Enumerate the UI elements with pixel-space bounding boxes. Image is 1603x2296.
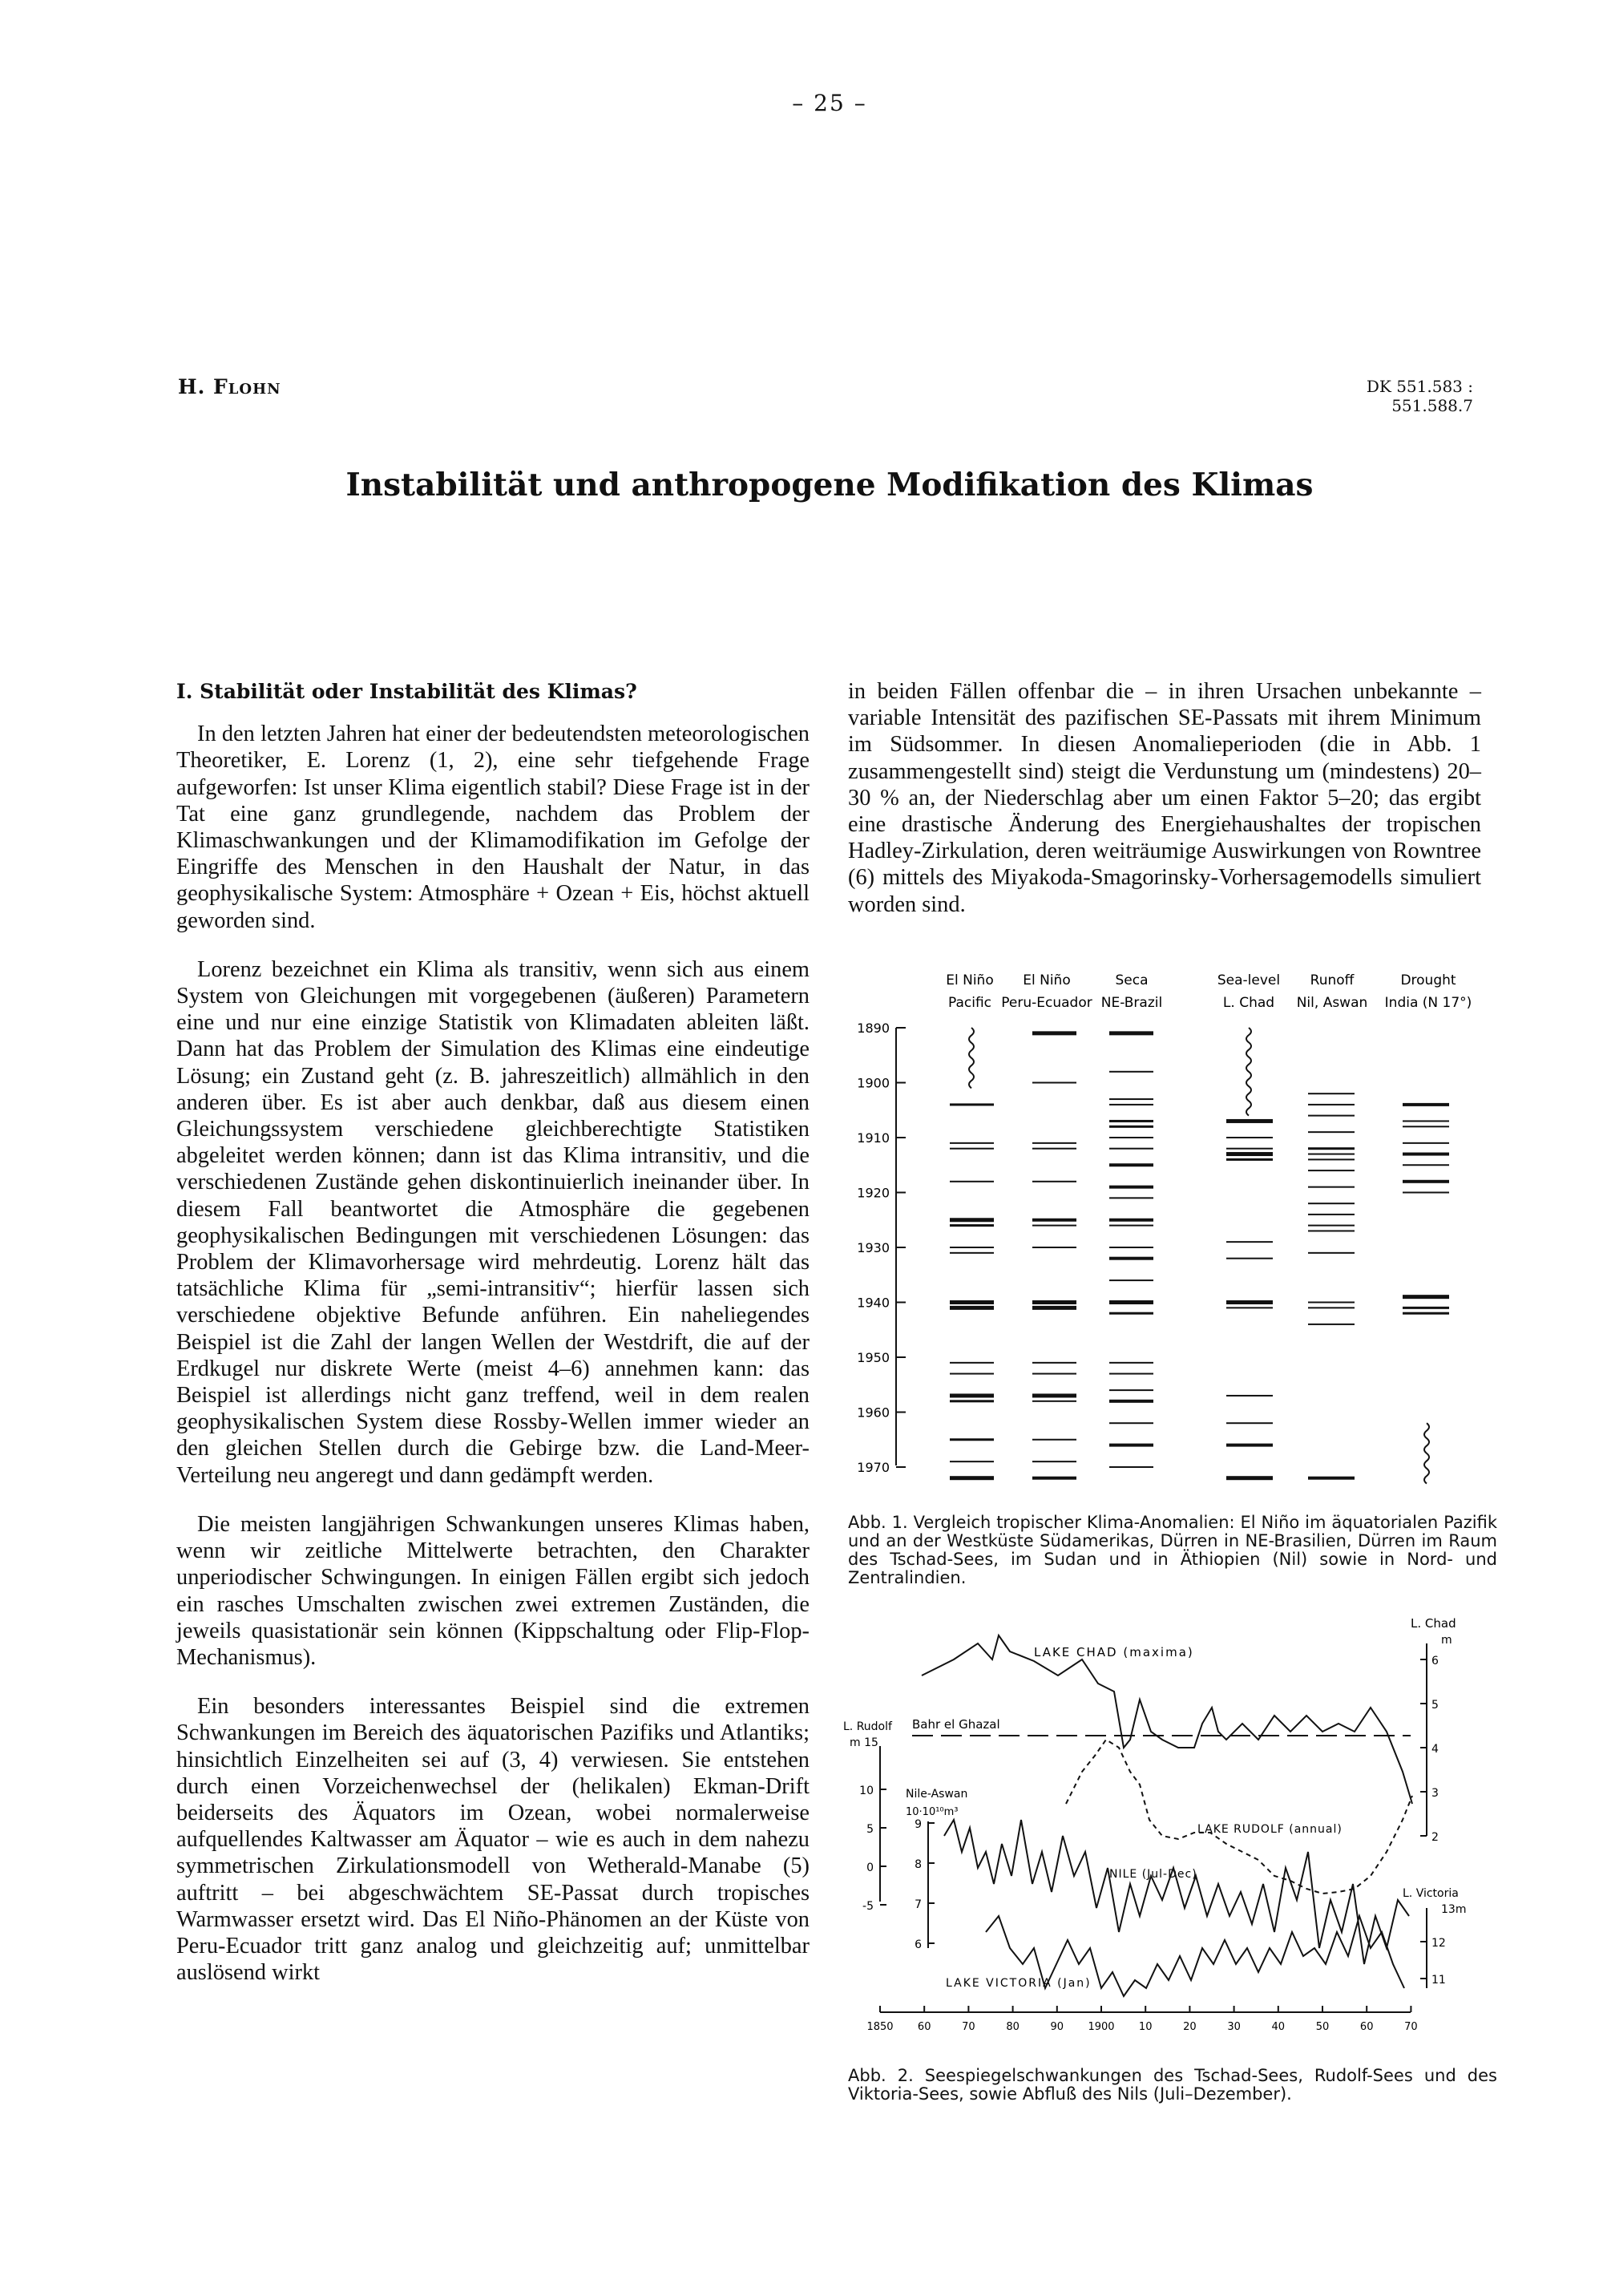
victoria-tick-label-1: 11 (1431, 1974, 1446, 1987)
label-nile-units: 10·10¹⁰m³ (906, 1806, 959, 1818)
figure-1-caption: Abb. 1. Vergleich tropischer Klima-Anomalien: El Niño im äquatorialen Pazifik und an der Westküste Südamerikas, Dürren in NE-Brasilien, Dürren im Raum des Tschad-Sees, im Sudan und in Äthiopien (Nil) sowie in Nord- und Zentralindien. (848, 1513, 1497, 1587)
anomaly-mark-col2-16 (1032, 1477, 1076, 1480)
anomaly-mark-col3-13 (1109, 1247, 1153, 1248)
anomaly-mark-col6-9 (1403, 1307, 1449, 1309)
gap-wave-pacific (969, 1028, 974, 1088)
anomaly-mark-col4-8 (1226, 1307, 1273, 1308)
label-m13: 13m (1441, 1903, 1467, 1916)
anomaly-mark-col3-7 (1109, 1148, 1153, 1150)
anomaly-mark-col2-8 (1032, 1300, 1076, 1304)
anomaly-mark-col6-4 (1403, 1153, 1449, 1156)
col-header-6-line2: India (N 17°) (1384, 995, 1472, 1011)
anomaly-mark-col2-13 (1032, 1401, 1076, 1402)
figure-1-column-headers (946, 972, 1472, 1011)
nile-tick-label-0: 9 (915, 1818, 922, 1831)
anomaly-mark-col4-12 (1226, 1476, 1273, 1480)
figure-1-year-ticks (857, 1021, 906, 1475)
year-label-1930: 1930 (857, 1240, 890, 1255)
anomaly-mark-col4-2 (1226, 1148, 1273, 1150)
anomaly-mark-col5-0 (1308, 1093, 1355, 1094)
x-tick-label-2: 70 (962, 2021, 975, 2033)
chad-tick-label-0: 6 (1431, 1655, 1439, 1667)
anomaly-mark-col2-1 (1032, 1082, 1076, 1084)
anomaly-mark-col2-10 (1032, 1362, 1076, 1364)
nile-tick-label-1: 8 (915, 1858, 922, 1871)
paragraph-2: Lorenz bezeichnet ein Klima als transitiv, wenn sich aus einem System von Gleichungen mit vorgegebenen (äußeren) Parametern eine und nur eine einzige Statistik von Klimadaten ableiten läßt. Dann hat das Problem der Simulation des Klimas eine eindeutige Lösung; ein Zustand geht (z. B. jahreszeitlich) allmählich in den anderen über. Es ist aber auch denkbar, daß aus diesem einen Gleichungssystem verschiedene gleichberechtigte Statistiken abgeleitet werden können; dann ist das Klima intransitiv, und die verschiedenen Zustände gehen diskontinuierlich ineinander über. In diesem Fall beantwortet die Atmosphäre die gegebenen geophysikalischen Bedingungen mit verschiedenen Lösungen: das Problem der Klimavorhersage wird mehrdeutig. Lorenz hält das tatsächliche Klima für „semi-intransitiv“; hierfür lassen sich verschiedene objektive Befunde anführen. Ein naheliegendes Beispiel ist die Zahl der langen Wellen der Westdrift, die auf der Erdkugel nur diskrete Werte (meist 4–6) annehmen kann: das Beispiel ist allerdings nicht ganz treffend, weil in dem realen geophysikalischen System diese Rossby-Wellen immer wieder an den gleichen Stellen durch die Gebirge bzw. die Land-Meer-Verteilung neu angeregt und dann gedämpft werden. (176, 956, 810, 1488)
anomaly-mark-col4-6 (1226, 1258, 1273, 1259)
anomaly-mark-col6-3 (1403, 1142, 1449, 1144)
label-bahr-el-ghazal: Bahr el Ghazal (912, 1717, 1000, 1732)
anomaly-mark-col1-15 (950, 1461, 994, 1462)
year-label-1890: 1890 (857, 1021, 890, 1036)
label-l-rudolf-axis: L. Rudolf (843, 1720, 892, 1733)
anomaly-mark-col3-11 (1109, 1219, 1153, 1222)
anomaly-mark-col5-9 (1308, 1203, 1355, 1204)
author-name (178, 375, 281, 398)
anomaly-mark-col3-21 (1109, 1400, 1153, 1403)
chad-tick-label-2: 4 (1431, 1743, 1439, 1756)
anomaly-mark-col2-0 (1032, 1031, 1076, 1035)
label-lake-victoria: LAKE VICTORIA (Jan) (946, 1977, 1092, 1990)
anomaly-mark-col3-2 (1109, 1098, 1153, 1100)
anomaly-mark-col5-17 (1308, 1477, 1355, 1480)
x-tick-label-11: 60 (1359, 2021, 1374, 2033)
col-header-1-line2: Pacific (947, 995, 992, 1011)
anomaly-mark-col2-12 (1032, 1393, 1076, 1397)
col-header-1-line1: El Niño (946, 972, 994, 988)
gap-wave-chad (1246, 1028, 1251, 1116)
label-l-chad-axis: L. Chad (1411, 1616, 1456, 1631)
col-header-5-line2: Nil, Aswan (1296, 995, 1368, 1011)
anomaly-mark-col3-15 (1109, 1279, 1153, 1281)
col-header-4-line1: Sea-level (1217, 972, 1281, 988)
author-text: H. Flohn (178, 375, 281, 398)
anomaly-mark-col5-4 (1308, 1147, 1355, 1150)
anomaly-mark-col3-8 (1109, 1163, 1153, 1166)
anomaly-mark-col1-5 (950, 1224, 994, 1227)
chad-tick-label-3: 3 (1431, 1787, 1439, 1800)
anomaly-mark-col6-0 (1403, 1103, 1449, 1106)
anomaly-mark-col5-13 (1308, 1252, 1355, 1254)
rudolf-tick-label-0: 10 (859, 1785, 874, 1797)
right-column (848, 678, 1481, 940)
anomaly-mark-col5-12 (1308, 1230, 1355, 1231)
anomaly-mark-col5-3 (1308, 1131, 1355, 1133)
anomaly-mark-col6-7 (1403, 1192, 1449, 1194)
anomaly-mark-col3-10 (1109, 1197, 1153, 1199)
anomaly-mark-col4-10 (1226, 1422, 1273, 1424)
anomaly-mark-col2-7 (1032, 1247, 1076, 1248)
anomaly-mark-col3-3 (1109, 1104, 1153, 1106)
x-tick-label-3: 80 (1006, 2021, 1020, 2033)
anomaly-mark-col1-11 (950, 1373, 994, 1375)
col-header-3-line1: Seca (1115, 972, 1149, 988)
anomaly-mark-col1-2 (950, 1148, 994, 1150)
anomaly-mark-col1-16 (950, 1476, 994, 1480)
anomaly-mark-col3-0 (1109, 1031, 1153, 1035)
anomaly-mark-col1-4 (950, 1218, 994, 1222)
anomaly-mark-col2-4 (1032, 1181, 1076, 1182)
anomaly-mark-col3-5 (1109, 1126, 1153, 1128)
anomaly-mark-col4-0 (1226, 1119, 1273, 1123)
x-tick-label-12: 70 (1404, 2021, 1418, 2033)
label-nile-aswan: Nile-Aswan (906, 1788, 968, 1801)
anomaly-mark-col5-14 (1308, 1302, 1355, 1304)
figure-1-anomaly-chart (842, 962, 1492, 1491)
anomaly-mark-col3-17 (1109, 1312, 1153, 1315)
year-label-1950: 1950 (857, 1350, 890, 1365)
label-lake-rudolf: LAKE RUDOLF (annual) (1197, 1823, 1343, 1836)
anomaly-mark-col4-5 (1226, 1241, 1273, 1243)
anomaly-mark-col4-7 (1226, 1300, 1273, 1304)
anomaly-mark-col5-6 (1308, 1158, 1355, 1160)
dk-classification: DK 551.583 : 551.588.7 (1366, 377, 1473, 415)
anomaly-mark-col5-2 (1308, 1115, 1355, 1117)
paragraph-4: Ein besonders interessantes Beispiel sind die extremen Schwankungen im Bereich des äquatorischen Pazifiks und Atlantiks; hinsichtlich Einzelheiten sei auf (3, 4) verwiesen. Sie entstehen durch einen Vorzeichenwechsel der (helikalen) Ekman-Drift beiderseits des Äquators im Ozean, wobei normalerweise aufquellendes Kaltwasser am Äquator – wie es auch in dem nahezu symmetrischen Zirkulationsmodell von Wetherald-Manabe (5) auftritt – bei abgeschwächtem SE-Passat durch tropisches Warmwasser ersetzt wird. Das El Niño-Phänomen an der Küste von Peru-Ecuador tritt ganz analog und gleichzeitig auf; unmittelbar auslösend wirkt (176, 1694, 810, 1986)
nile-tick-label-3: 6 (915, 1938, 922, 1951)
figure-2-lake-levels-chart (842, 1611, 1499, 2044)
victoria-tick-label-0: 12 (1431, 1937, 1446, 1950)
rudolf-tick-label-1: 5 (866, 1823, 874, 1836)
page-title: Instabilität und anthropogene Modifikation des Klimas (345, 467, 1314, 503)
anomaly-mark-col2-6 (1032, 1225, 1076, 1227)
figure-1-anomaly-bars (950, 1028, 1449, 1484)
anomaly-mark-col3-4 (1109, 1120, 1153, 1122)
year-label-1970: 1970 (857, 1460, 890, 1475)
section-heading: I. Stabilität oder Instabilität des Klimas? (176, 680, 637, 703)
anomaly-mark-col2-3 (1032, 1148, 1076, 1150)
year-label-1920: 1920 (857, 1185, 890, 1201)
x-tick-label-0: 1850 (866, 2021, 894, 2033)
year-label-1900: 1900 (857, 1075, 890, 1091)
anomaly-mark-col4-9 (1226, 1395, 1273, 1397)
x-tick-label-9: 40 (1271, 2021, 1286, 2033)
anomaly-mark-col5-1 (1308, 1104, 1355, 1106)
anomaly-mark-col1-10 (950, 1362, 994, 1364)
anomaly-mark-col6-1 (1403, 1120, 1449, 1122)
col-header-2-line2: Peru-Ecuador (1001, 995, 1092, 1011)
col-header-4-line2: L. Chad (1222, 995, 1275, 1011)
label-m15: m 15 (850, 1736, 878, 1749)
anomaly-mark-col1-13 (950, 1400, 994, 1402)
anomaly-mark-col5-8 (1308, 1186, 1355, 1188)
anomaly-mark-col6-10 (1403, 1312, 1449, 1315)
x-tick-label-6: 10 (1138, 2021, 1153, 2033)
rudolf-tick-label-3: -5 (862, 1900, 874, 1913)
anomaly-mark-col2-2 (1032, 1142, 1076, 1144)
anomaly-mark-col3-20 (1109, 1389, 1153, 1391)
paragraph-3: Die meisten langjährigen Schwankungen unseres Klimas haben, wenn wir zeitliche Mittelwerte betrachten, den Charakter unperiodischer Schwingungen. In einigen Fällen ergibt sich jedoch ein rasches Umschalten zwischen zwei extremen Zuständen, die jeweils quasistationär sein können (Kippschaltung oder Flip-Flop-Mechanismus). (176, 1511, 810, 1670)
anomaly-mark-col4-3 (1226, 1152, 1273, 1156)
figure-2-caption: Abb. 2. Seespiegelschwankungen des Tschad-Sees, Rudolf-Sees und des Viktoria-Sees, sowie Abfluß des Nils (Juli–Dezember). (848, 2066, 1497, 2104)
anomaly-mark-col6-2 (1403, 1126, 1449, 1127)
anomaly-mark-col3-14 (1109, 1257, 1153, 1260)
anomaly-mark-col2-15 (1032, 1461, 1076, 1462)
x-tick-label-7: 20 (1183, 2021, 1197, 2033)
col-header-6-line1: Drought (1400, 972, 1456, 988)
anomaly-mark-col1-12 (950, 1393, 994, 1397)
anomaly-mark-col3-19 (1109, 1373, 1153, 1375)
anomaly-mark-col1-14 (950, 1438, 994, 1441)
anomaly-mark-col3-6 (1109, 1137, 1153, 1138)
col-header-2-line1: El Niño (1023, 972, 1071, 988)
anomaly-mark-col3-1 (1109, 1071, 1153, 1073)
chad-tick-label-4: 2 (1431, 1831, 1439, 1844)
anomaly-mark-col5-15 (1308, 1307, 1355, 1308)
anomaly-mark-col1-3 (950, 1181, 994, 1182)
x-tick-label-1: 60 (917, 2021, 931, 2033)
paragraph-5: in beiden Fällen offenbar die – in ihren Ursachen unbekannte – variable Intensität des pazifischen SE-Passats mit ihrem Minimum im Südsommer. In diesen Anomalieperioden (die in Abb. 1 zusammengestellt sind) steigt die Verdunstung um (mindestens) 20–30 % an, der Niederschlag aber um einen Faktor 5–20; das ergibt eine drastische Änderung des Energiehaushaltes der tropischen Hadley-Zirkulation, deren weiträumige Auswirkungen von Rowntree (6) mittels des Miyakoda-Smagorinsky-Vorhersagemodells simuliert worden sind. (848, 679, 1481, 917)
label-l-victoria-axis: L. Victoria (1403, 1887, 1459, 1900)
anomaly-mark-col3-18 (1109, 1362, 1153, 1364)
nile-tick-label-2: 7 (915, 1898, 922, 1911)
x-tick-label-4: 90 (1050, 2021, 1064, 2033)
anomaly-mark-col1-7 (950, 1252, 994, 1254)
figure-2-series (912, 1635, 1412, 1996)
anomaly-mark-col4-11 (1226, 1444, 1273, 1447)
page-number: – 25 – (792, 90, 867, 116)
anomaly-mark-col4-4 (1226, 1158, 1273, 1161)
col-header-5-line1: Runoff (1310, 972, 1355, 988)
year-label-1940: 1940 (857, 1295, 890, 1311)
anomaly-mark-col3-24 (1109, 1466, 1153, 1468)
x-tick-label-5: 1900 (1088, 2021, 1115, 2033)
label-nile: NILE (Jul-Dec) (1109, 1868, 1197, 1881)
anomaly-mark-col5-5 (1308, 1154, 1355, 1155)
anomaly-mark-col3-22 (1109, 1422, 1153, 1424)
anomaly-mark-col6-8 (1403, 1295, 1449, 1299)
paragraph-1: In den letzten Jahren hat einer der bedeutendsten meteorologischen Theoretiker, E. Lorenz (1, 2), eine sehr tiefgehende Frage aufgeworfen: Ist unser Klima eigentlich stabil? Diese Frage ist in der Tat eine ganz grundlegende, nachdem das Problem der Klimaschwankungen und der Klimamodifikation im Gefolge der Eingriffe des Menschen in den Haushalt der Natur, in das geophysikalische System: Atmosphäre + Ozean + Eis, höchst aktuell geworden sind. (176, 722, 810, 933)
year-label-1960: 1960 (857, 1405, 890, 1421)
anomaly-mark-col6-6 (1403, 1180, 1449, 1183)
anomaly-mark-col3-16 (1109, 1300, 1153, 1304)
anomaly-mark-col5-7 (1308, 1170, 1355, 1171)
anomaly-mark-col4-1 (1226, 1137, 1273, 1138)
anomaly-mark-col5-11 (1308, 1225, 1355, 1227)
anomaly-mark-col1-0 (950, 1103, 994, 1106)
anomaly-mark-col1-8 (950, 1300, 994, 1304)
anomaly-mark-col2-11 (1032, 1373, 1076, 1375)
series-nile (944, 1820, 1409, 1964)
chad-tick-label-1: 5 (1431, 1699, 1439, 1712)
label-lake-chad: LAKE CHAD (maxima) (1034, 1645, 1194, 1659)
anomaly-mark-col1-9 (950, 1306, 994, 1310)
anomaly-mark-col3-9 (1109, 1186, 1153, 1189)
anomaly-mark-col3-12 (1109, 1225, 1153, 1227)
anomaly-mark-col2-9 (1032, 1306, 1076, 1310)
gap-wave-india (1424, 1423, 1429, 1483)
label-m-chad: m (1441, 1634, 1452, 1647)
left-column (176, 678, 810, 2008)
x-tick-label-8: 30 (1227, 2021, 1241, 2033)
anomaly-mark-col1-6 (950, 1247, 994, 1248)
rudolf-tick-label-2: 0 (866, 1861, 874, 1874)
anomaly-mark-col3-23 (1109, 1444, 1153, 1447)
anomaly-mark-col5-16 (1308, 1324, 1355, 1325)
anomaly-mark-col1-1 (950, 1142, 994, 1144)
anomaly-mark-col6-5 (1403, 1164, 1449, 1166)
x-tick-label-10: 50 (1315, 2021, 1330, 2033)
anomaly-mark-col5-10 (1308, 1214, 1355, 1215)
anomaly-mark-col2-14 (1032, 1439, 1076, 1441)
col-header-3-line2: NE-Brazil (1100, 995, 1163, 1011)
year-label-1910: 1910 (857, 1130, 890, 1146)
anomaly-mark-col2-5 (1032, 1219, 1076, 1222)
